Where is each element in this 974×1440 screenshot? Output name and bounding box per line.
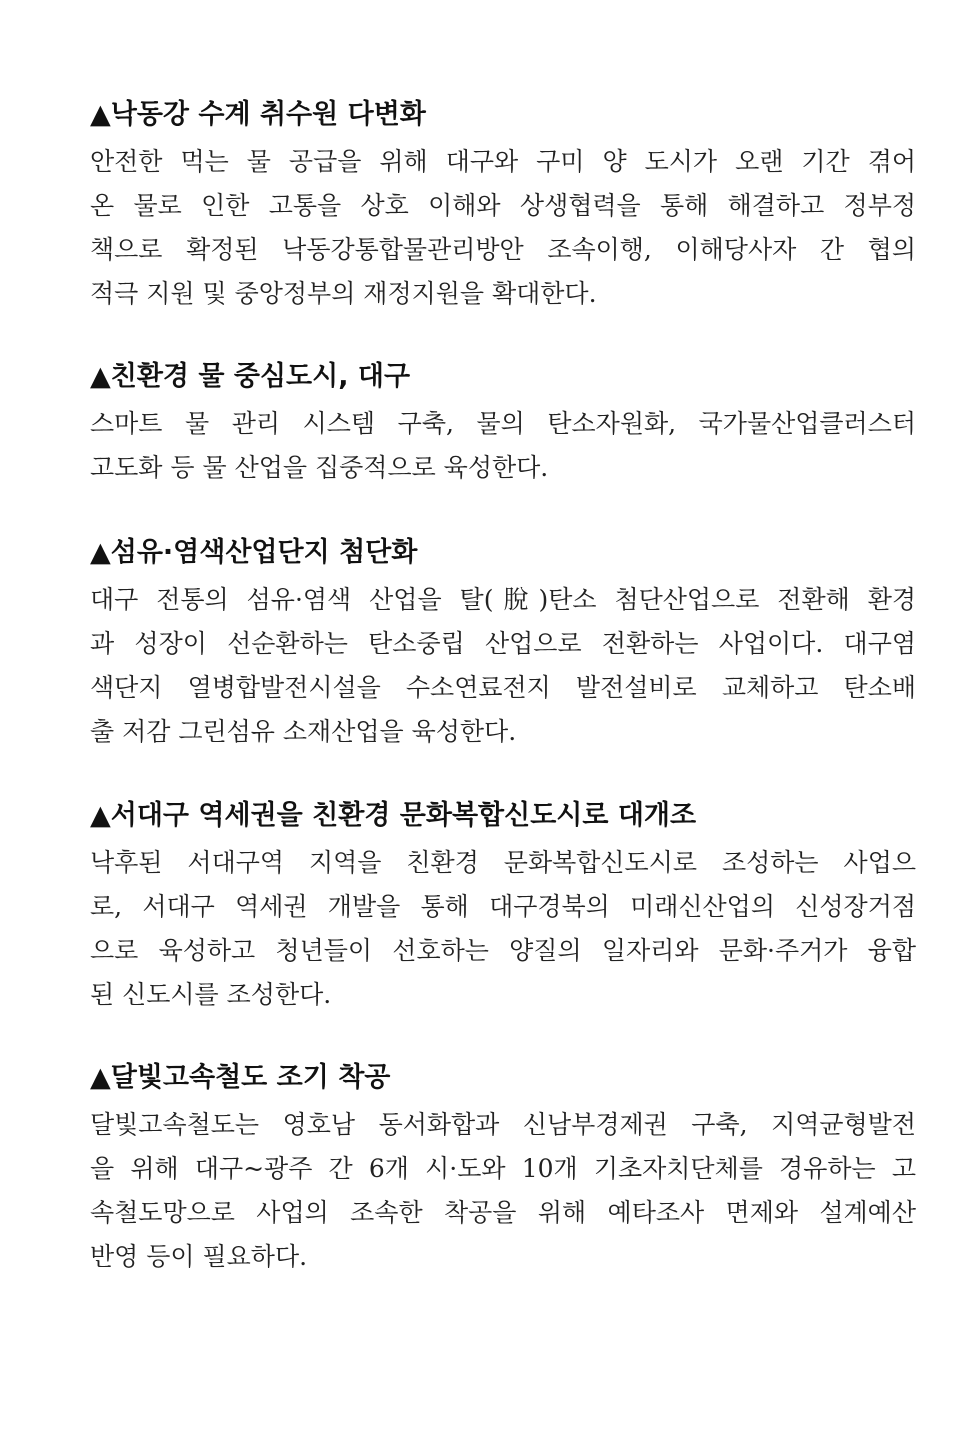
paragraph-line: 로, 서대구 역세권 개발을 통해 대구경북의 미래신산업의 신성장거점	[90, 892, 916, 921]
paragraph-line: 을 위해 대구~광주 간 6개 시·도와 10개 기초자치단체를 경유하는 고	[90, 1154, 916, 1183]
section-seodaegu-station-area	[90, 799, 916, 1017]
paragraph-line: 안전한 먹는 물 공급을 위해 대구와 구미 양 도시가 오랜 기간 겪어	[90, 147, 916, 176]
section-heading: ▲낙동강 수계 취수원 다변화	[90, 99, 426, 130]
section-heading: ▲친환경 물 중심도시, 대구	[90, 361, 411, 392]
paragraph-line: 스마트 물 관리 시스템 구축, 물의 탄소자원화, 국가물산업클러스터	[90, 409, 916, 438]
section-eco-water-city	[90, 360, 916, 490]
section-textile-dyeing-complex	[90, 536, 916, 754]
section-paragraph	[90, 1103, 916, 1279]
section-nakdong-water-source	[90, 98, 916, 316]
section-heading: ▲서대구 역세권을 친환경 문화복합신도시로 대개조	[90, 800, 697, 831]
paragraph-line: 으로 육성하고 청년들이 선호하는 양질의 일자리와 문화·주거가 융합	[90, 936, 916, 965]
section-paragraph	[90, 140, 916, 316]
paragraph-line: 적극 지원 및 중앙정부의 재정지원을 확대한다.	[90, 279, 597, 308]
paragraph-line: 온 물로 인한 고통을 상호 이해와 상생협력을 통해 해결하고 정부정	[90, 191, 916, 220]
section-paragraph	[90, 578, 916, 754]
section-paragraph	[90, 841, 916, 1017]
paragraph-line: 고도화 등 물 산업을 집중적으로 육성한다.	[90, 453, 549, 482]
paragraph-line: 낙후된 서대구역 지역을 친환경 문화복합신도시로 조성하는 사업으	[90, 848, 916, 877]
paragraph-line: 반영 등이 필요하다.	[90, 1242, 308, 1271]
paragraph-line: 속철도망으로 사업의 조속한 착공을 위해 예타조사 면제와 설계예산	[90, 1198, 916, 1227]
paragraph-line: 달빛고속철도는 영호남 동서화합과 신남부경제권 구축, 지역균형발전	[90, 1110, 916, 1139]
section-paragraph	[90, 402, 916, 490]
paragraph-line: 책으로 확정된 낙동강통합물관리방안 조속이행, 이해당사자 간 협의	[90, 235, 916, 264]
paragraph-line: 출 저감 그린섬유 소재산업을 육성한다.	[90, 717, 517, 746]
section-heading: ▲섬유·염색산업단지 첨단화	[90, 537, 418, 568]
paragraph-line: 된 신도시를 조성한다.	[90, 980, 332, 1009]
paragraph-line: 과 성장이 선순환하는 탄소중립 산업으로 전환하는 사업이다. 대구염	[90, 629, 916, 658]
section-heading: ▲달빛고속철도 조기 착공	[90, 1062, 391, 1093]
paragraph-line: 색단지 열병합발전시설을 수소연료전지 발전설비로 교체하고 탄소배	[90, 673, 916, 702]
section-dalbit-high-speed-rail	[90, 1061, 916, 1279]
paragraph-line: 대구 전통의 섬유·염색 산업을 탈(脫)탄소 첨단산업으로 전환해 환경	[90, 585, 916, 614]
